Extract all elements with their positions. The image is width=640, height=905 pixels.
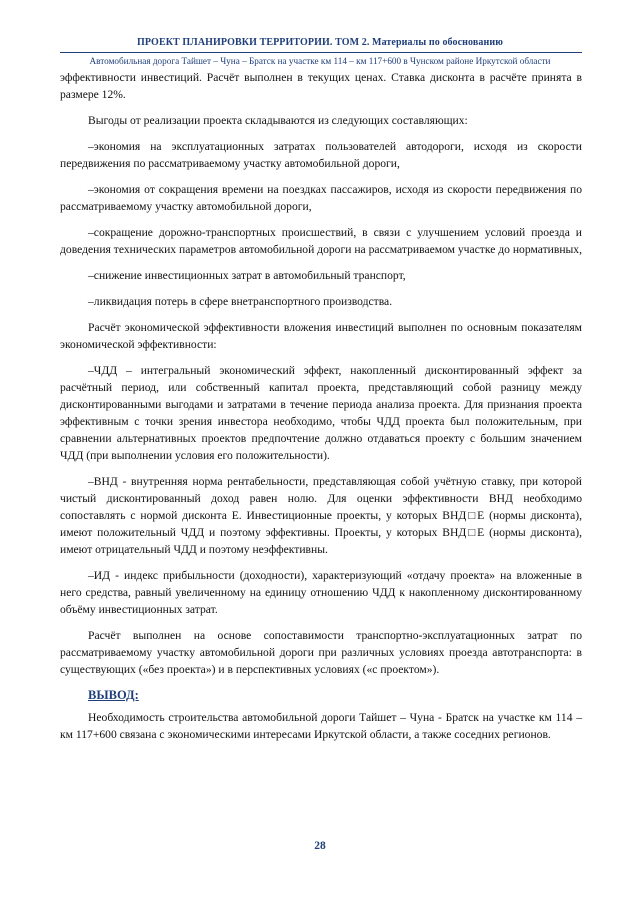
header-title: ПРОЕКТ ПЛАНИРОВКИ ТЕРРИТОРИИ. ТОМ 2. Материалы по обоснованию xyxy=(137,37,503,48)
list-item-npv: –ЧДД – интегральный экономический эффект, накопленный дисконтированный эффект за расчётный период, или собственный капитал проекта, представляющий собой разницу между дисконтированными выгодами и затратами в течение периода анализа проекта. Для признания проекта эффективным с точки зрения инвестора необходимо, чтобы ЧДД проекта был положительным, при сравнении альтернативных проектов предпочтение должно отдаваться проекту с большим значением ЧДД (при выполнении условия его положительности). xyxy=(60,364,582,462)
body-text xyxy=(60,69,582,752)
conclusion-text: Необходимость строительства автомобильной дороги Тайшет – Чуна - Братск на участке км 114 – км 117+600 связана с экономическими интересами Иркутской области, а также соседних регионов. xyxy=(60,711,582,741)
list-item: –ликвидация потерь в сфере внетранспортного производства. xyxy=(88,295,393,308)
paragraph-benefits-intro: Выгоды от реализации проекта складываются из следующих составляющих: xyxy=(88,114,468,127)
list-item: –экономия от сокращения времени на поездках пассажиров, исходя из скорости передвижения по рассматриваемому участку автомобильной дороги, xyxy=(60,183,582,213)
list-item-irr: –ВНД - внутренняя норма рентабельности, представляющая собой учётную ставку, при которой чистый дисконтированный доход равен нолю. Для оценки эффективности ВНД необходимо сопоставлять с нормой дисконта Е. Инвестиционные проекты, у которых ВНД□Е (нормы дисконта), имеют положительный ЧДД и поэтому эффективны. Проекты, у которых ВНД□Е (нормы дисконта), имеют отрицательный ЧДД и поэтому неэффективны. xyxy=(60,475,582,556)
list-item: –сокращение дорожно-транспортных происшествий, в связи с улучшением условий проезда и доведения технических параметров автомобильной дороги на рассматриваемом участке до нормативных, xyxy=(60,226,583,256)
header-divider xyxy=(60,52,582,53)
paragraph-calculation-basis: Расчёт выполнен на основе сопоставимости транспортно-эксплуатационных затрат по рассматриваемому участку автомобильной дороги при различных условиях проезда автотранспорта: в существующих («без проекта») и в перспективных условиях («с проектом»). xyxy=(60,629,582,676)
page-number: 28 xyxy=(314,840,326,852)
list-item: –экономия на эксплуатационных затратах пользователей автодороги, исходя из скорости передвижения по рассматриваемому участку автомобильной дороги, xyxy=(60,140,582,170)
paragraph-indicators-intro: Расчёт экономической эффективности вложения инвестиций выполнен по основным показателям экономической эффективности: xyxy=(60,321,582,351)
header-subtitle: Автомобильная дорога Тайшет – Чуна – Братск на участке км 114 – км 117+600 в Чунском районе Иркутской области xyxy=(89,56,551,66)
list-item-pi: –ИД - индекс прибыльности (доходности), характеризующий «отдачу проекта» на вложенные в него средства, равный увеличенному на единицу отношению ЧДД к накопленному дисконтированному объёму инвестиционных затрат. xyxy=(60,569,582,616)
list-item: –снижение инвестиционных затрат в автомобильный транспорт, xyxy=(88,269,406,282)
conclusion-heading: ВЫВОД: xyxy=(88,688,139,702)
paragraph-continuation: эффективности инвестиций. Расчёт выполнен в текущих ценах. Ставка дисконта в расчёте принята в размере 12%. xyxy=(60,71,582,101)
